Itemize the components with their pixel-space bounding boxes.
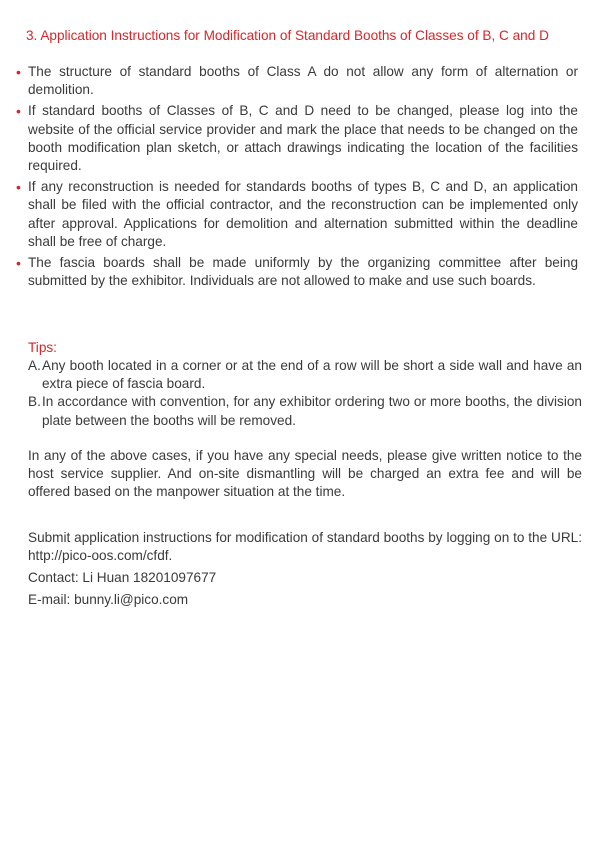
bullet-icon: • xyxy=(16,64,21,80)
tips-list xyxy=(28,357,582,430)
tip-item xyxy=(28,393,582,429)
bullet-icon: • xyxy=(16,255,21,272)
tip-letter: A. xyxy=(28,358,41,373)
tips-heading: Tips: xyxy=(28,340,57,355)
section-title: 3. Application Instructions for Modification of Standard Booths of Classes of B, C and D xyxy=(26,28,549,43)
instruction-text: If standard booths of Classes of B, C and D need to be changed, please log into the website of the official service provider and mark the place that needs to be changed on the booth modification plan sketch, or attach drawings indicating the location of the facilities required. xyxy=(28,103,578,174)
instruction-text: The structure of standard booths of Class A do not allow any form of alternation or demolition. xyxy=(28,64,578,98)
instruction-item xyxy=(16,178,578,251)
tip-letter: B. xyxy=(28,394,41,410)
tip-text: In accordance with convention, for any exhibitor ordering two or more booths, the division plate between the booths will be removed. xyxy=(42,394,582,428)
instruction-item xyxy=(16,63,578,99)
tip-item xyxy=(28,357,582,393)
email-info: E-mail: bunny.li@pico.com xyxy=(28,592,189,607)
instruction-item xyxy=(16,254,578,290)
bullet-icon: • xyxy=(16,103,21,120)
special-needs-note: In any of the above cases, if you have any special needs, please give written notice to the host service supplier. And on-site dismantling will be charged an extra fee and will be offered based on the manpower situation at the time. xyxy=(28,448,582,500)
submission-instructions: Submit application instructions for modification of standard booths by logging on to the URL: http://pico-oos.com/cfdf. xyxy=(28,530,582,564)
bullet-icon: • xyxy=(16,179,21,196)
tip-text: Any booth located in a corner or at the end of a row will be short a side wall and have an extra piece of fascia board. xyxy=(42,358,582,392)
instruction-item xyxy=(16,102,578,175)
instruction-text: If any reconstruction is needed for standards booths of types B, C and D, an application shall be filed with the official contractor, and the reconstruction can be implemented only after approval. Applications for demolition and alternation submitted within the deadline shall be free of charge. xyxy=(28,179,578,249)
instruction-list xyxy=(16,63,578,293)
instruction-text: The fascia boards shall be made uniformly by the organizing committee after being submitted by the exhibitor. Individuals are not allowed to make and use such boards. xyxy=(28,255,578,289)
contact-info: Contact: Li Huan 18201097677 xyxy=(28,570,217,585)
